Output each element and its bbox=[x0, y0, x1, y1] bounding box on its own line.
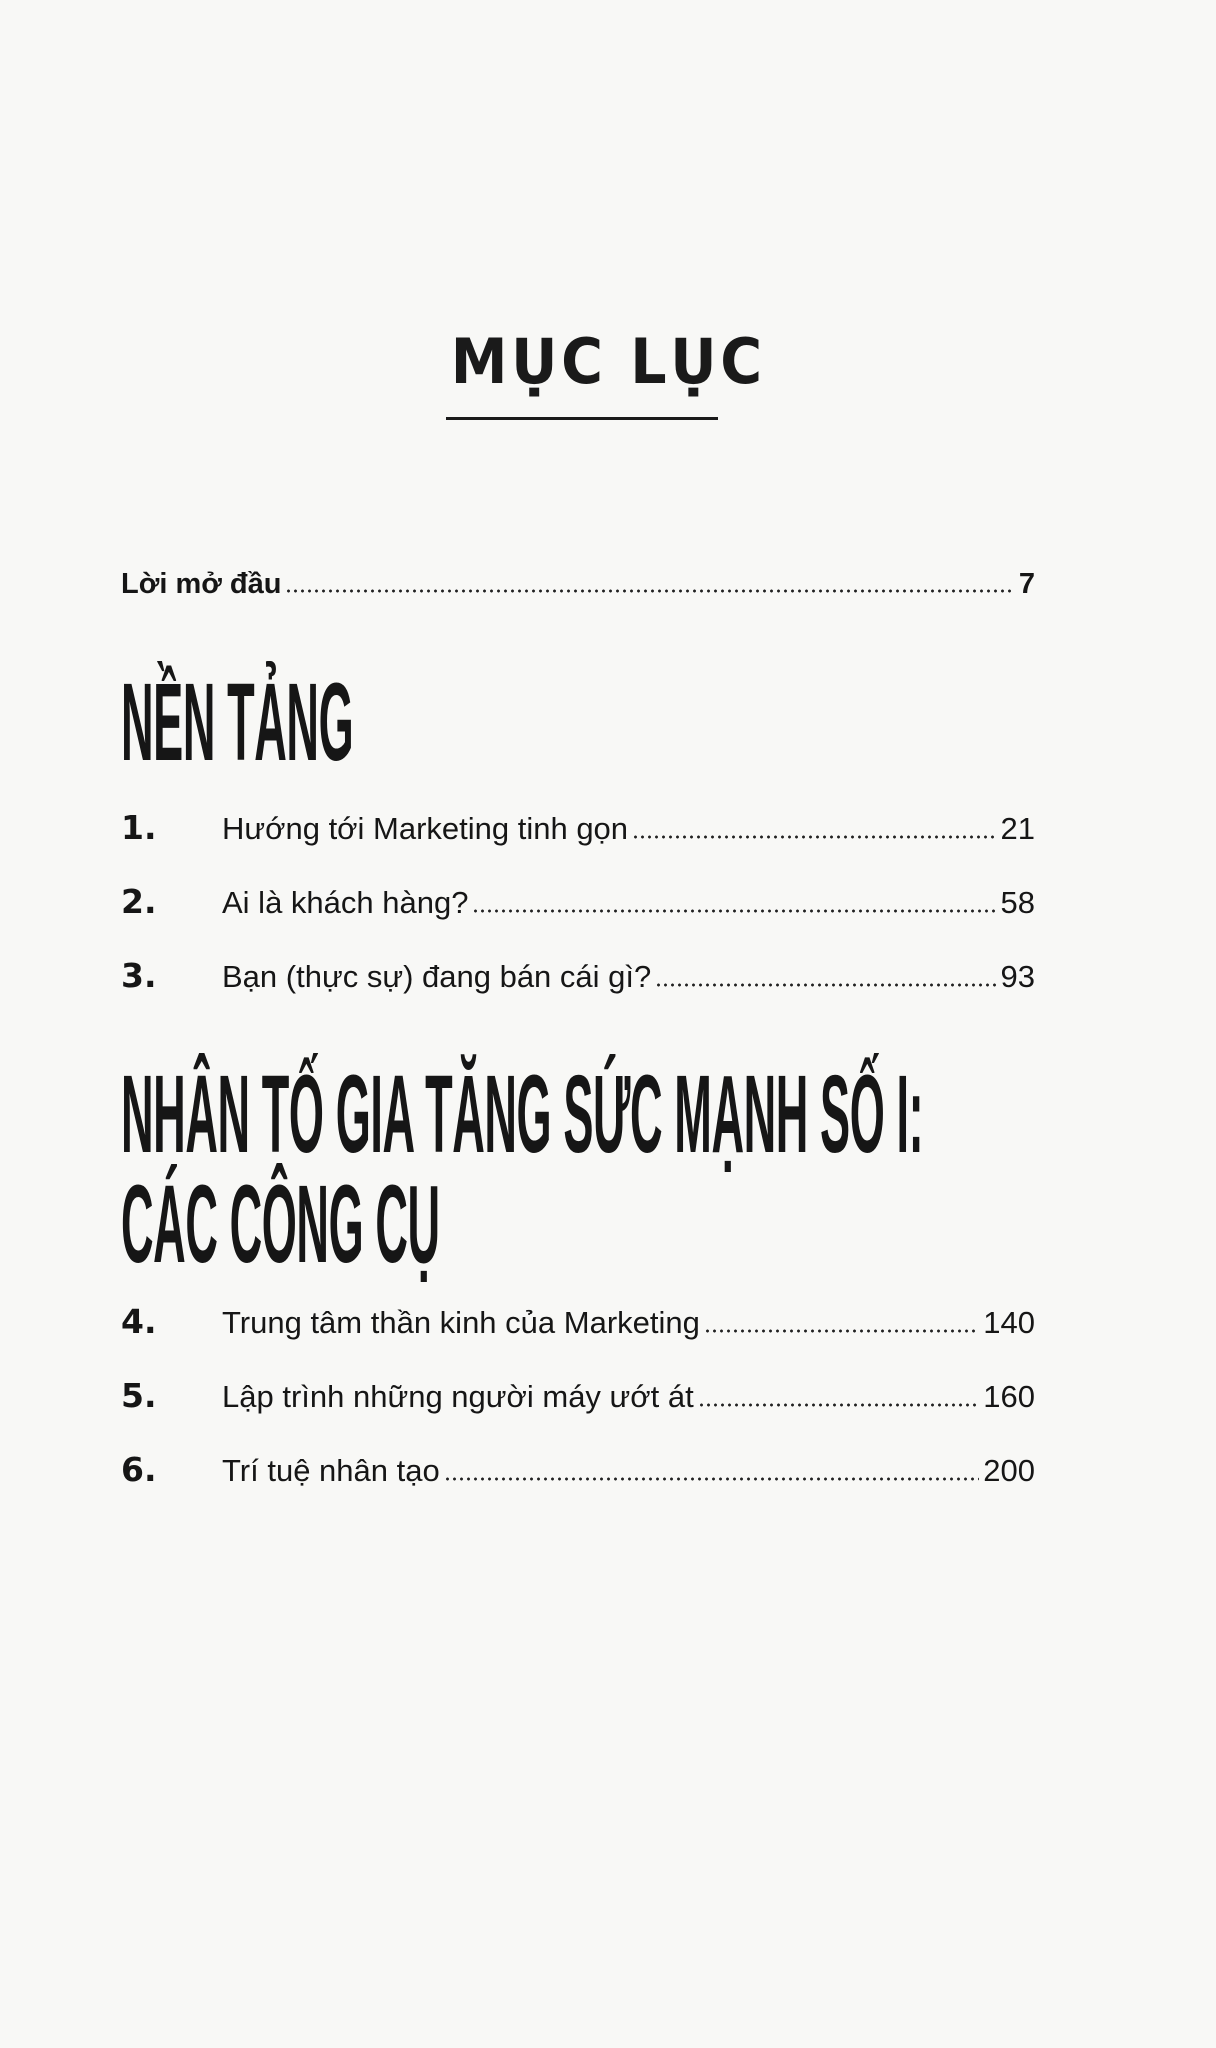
dot-leader bbox=[655, 983, 996, 987]
toc-entry[interactable] bbox=[121, 1376, 1035, 1415]
entry-page: 21 bbox=[1000, 811, 1035, 846]
entry-label: Ai là khách hàng? bbox=[222, 885, 469, 920]
toc-entry[interactable] bbox=[121, 808, 1035, 847]
entry-page: 93 bbox=[1000, 959, 1035, 994]
entry-label: Trí tuệ nhân tạo bbox=[222, 1453, 440, 1488]
entry-page: 58 bbox=[1000, 885, 1035, 920]
dot-leader bbox=[472, 909, 996, 913]
page-title-text: MỤC LỤC bbox=[450, 325, 766, 398]
section-heading-line: NỀN TẢNG bbox=[121, 661, 354, 784]
section-heading-line: CÁC CÔNG CỤ bbox=[121, 1163, 440, 1286]
entry-label: Lập trình những người máy ướt át bbox=[222, 1379, 694, 1414]
entry-page: 160 bbox=[983, 1379, 1035, 1414]
entry-number: 6. bbox=[121, 1450, 157, 1489]
entry-page: 7 bbox=[1018, 568, 1035, 600]
entry-number: 2. bbox=[121, 882, 157, 921]
dot-leader bbox=[285, 589, 1014, 593]
entry-number: 1. bbox=[121, 808, 157, 847]
toc-entry[interactable] bbox=[121, 956, 1035, 995]
dot-leader bbox=[632, 835, 996, 839]
section-heading-line: NHÂN TỐ GIA TĂNG SỨC MẠNH SỐ I: bbox=[121, 1053, 924, 1176]
dot-leader bbox=[698, 1403, 980, 1407]
entry-label: Bạn (thực sự) đang bán cái gì? bbox=[222, 959, 652, 994]
dot-leader bbox=[444, 1477, 980, 1481]
section-heading bbox=[121, 661, 687, 784]
section-heading bbox=[121, 1163, 898, 1286]
entry-page: 200 bbox=[983, 1453, 1035, 1488]
entry-label: Lời mở đầu bbox=[121, 568, 282, 600]
toc-entry[interactable] bbox=[121, 1302, 1035, 1341]
entry-number: 3. bbox=[121, 956, 157, 995]
toc-entry[interactable] bbox=[121, 882, 1035, 921]
entry-page: 140 bbox=[983, 1305, 1035, 1340]
toc-entry-intro[interactable] bbox=[121, 568, 1035, 601]
page-title bbox=[0, 325, 1216, 398]
entry-label: Trung tâm thần kinh của Marketing bbox=[222, 1305, 700, 1340]
title-underline bbox=[446, 417, 718, 420]
dot-leader bbox=[704, 1329, 979, 1333]
section-heading bbox=[121, 1053, 1216, 1176]
toc-entry[interactable] bbox=[121, 1450, 1035, 1489]
entry-number: 5. bbox=[121, 1376, 157, 1415]
entry-label: Hướng tới Marketing tinh gọn bbox=[222, 811, 629, 846]
entry-number: 4. bbox=[121, 1302, 157, 1341]
